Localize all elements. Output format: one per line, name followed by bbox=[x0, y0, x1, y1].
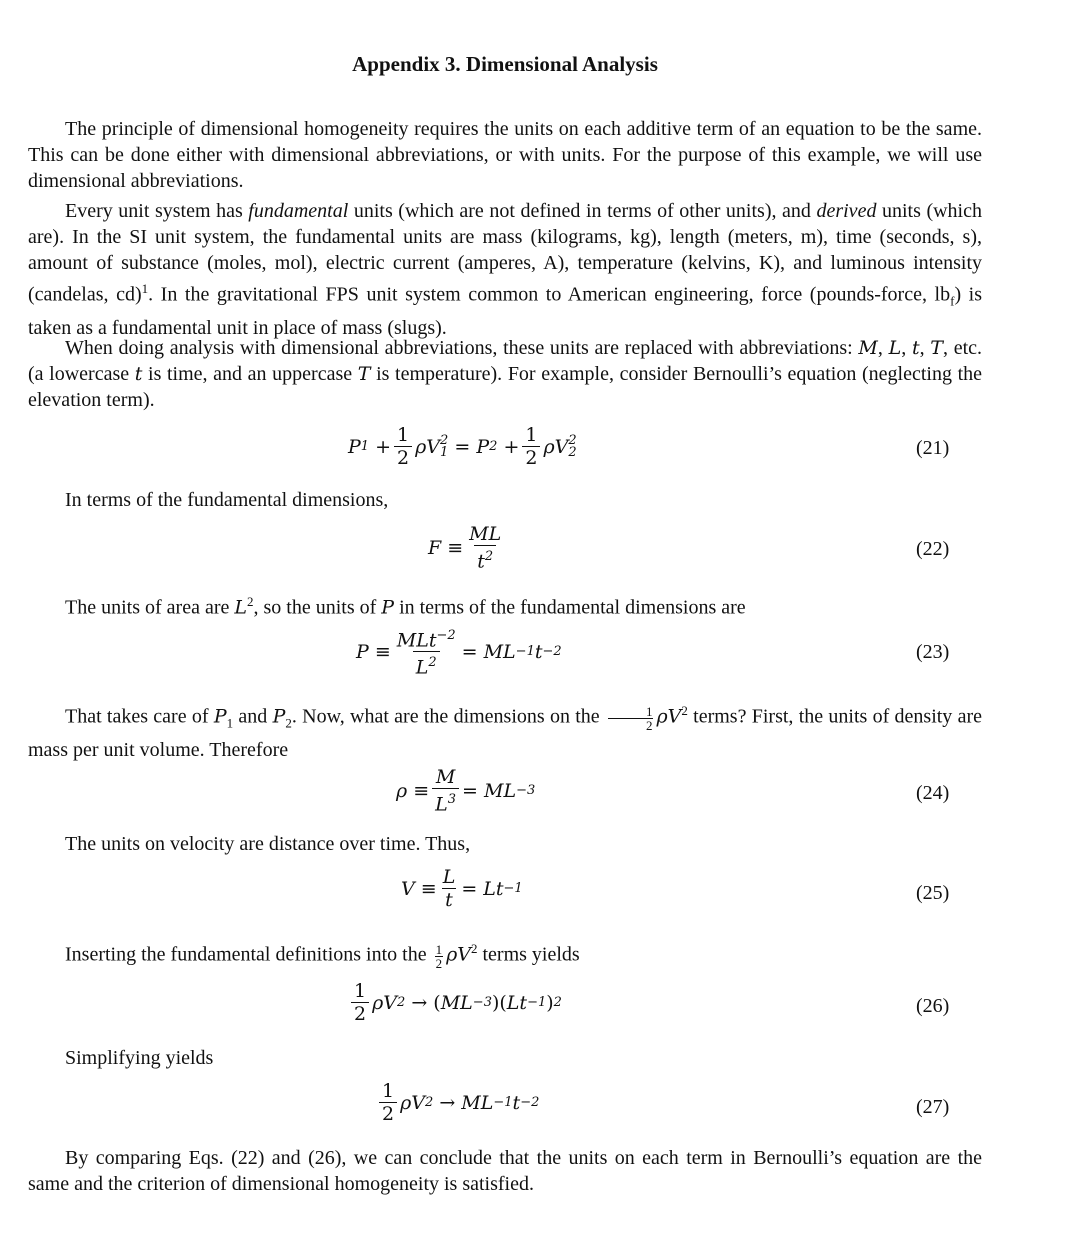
equation-number-25: (25) bbox=[916, 882, 950, 904]
paragraph-2: Every unit system has fundamental units (which are not defined in terms of other units), and derived units (which are). In the SI unit system, the fundamental units are mass (kilograms, kg), length (meters, m), time (seconds, s), amount of substance (moles, mol), electric current (amperes, A), temperature (kelvins, K), and luminous intensity (candelas, cd)$^1$. In the gravitational FPS unit system common to American engineering, force (pounds-force, $lb_f$) is taken as a fundamental unit in place of mass (slugs). bbox=[28, 200, 982, 339]
equation-number-24: (24) bbox=[916, 782, 950, 804]
paragraph-8: Inserting the fundamental definitions into the $\frac{1}{2}$ $\rho V^2$ terms yields bbox=[65, 941, 580, 971]
equation-number-26: (26) bbox=[916, 995, 950, 1017]
page-title: Appendix 3. Dimensional Analysis bbox=[352, 52, 658, 76]
equation-22: F ≡ $\frac{ML}{t^2}$ bbox=[428, 523, 502, 573]
equation-number-23: (23) bbox=[916, 641, 950, 663]
equation-23: P ≡ $\frac{MLt^{-2}}{L^2}$ = ML −1 t −2 bbox=[356, 628, 562, 679]
equation-number-27: (27) bbox=[916, 1096, 950, 1118]
paragraph-7: The units on velocity are distance over time. Thus, bbox=[65, 833, 471, 855]
equation-number-22: (22) bbox=[916, 538, 950, 560]
equation-25: V ≡ $\frac{L}{t}$ = Lt −1 bbox=[401, 866, 523, 911]
paragraph-1: The principle of dimensional homogeneity requires the units on each additive term of an equation to be the same. This can be done either with dimensional abbreviations, or with units. For the purpose of this example, we will use dimensional abbreviations. bbox=[28, 118, 982, 192]
equation-number-21: (21) bbox=[916, 437, 950, 459]
paragraph-4: In terms of the fundamental dimensions, bbox=[65, 489, 389, 511]
paragraph-9: Simplifying yields bbox=[65, 1047, 214, 1069]
paragraph-5: The units of area are $L^2$, so the units of P in terms of the fundamental dimensions are bbox=[65, 594, 746, 619]
paragraph-10: By comparing Eqs. (22) and (26), we can conclude that the units on each term in Bernoulli’s equation are the same and the criterion of dimensional homogeneity is satisfied. bbox=[28, 1147, 982, 1195]
equation-26: $\frac{1}{2}$ ρV 2 → ( ML −3 )( Lt −1 ) 2 bbox=[348, 980, 562, 1025]
equation-21: P 1 + $\frac{1}{2}$ ρV 2 1 = P 2 + $\frac{1}{2}$ ρV 2 2 bbox=[348, 424, 577, 469]
paragraph-6: That takes care of $P_1$ and $P_2$. Now, what are the dimensions on the $\frac{1}{2}$ $\rho V^2$ terms? First, the units of density are mass per unit volume. Therefore bbox=[28, 703, 983, 761]
equation-27: $\frac{1}{2}$ ρV 2 → ML −1 t −2 bbox=[376, 1080, 539, 1125]
equation-24: ρ ≡ $\frac{M}{L^3}$ = ML −3 bbox=[396, 766, 536, 816]
paragraph-3: When doing analysis with dimensional abbreviations, these units are replaced with abbreviations: M, L, t, T, etc. (a lowercase t is time, and an uppercase T is temperature). For example, consider Bernoulli’s equation (neglecting the elevation term). bbox=[28, 337, 983, 411]
